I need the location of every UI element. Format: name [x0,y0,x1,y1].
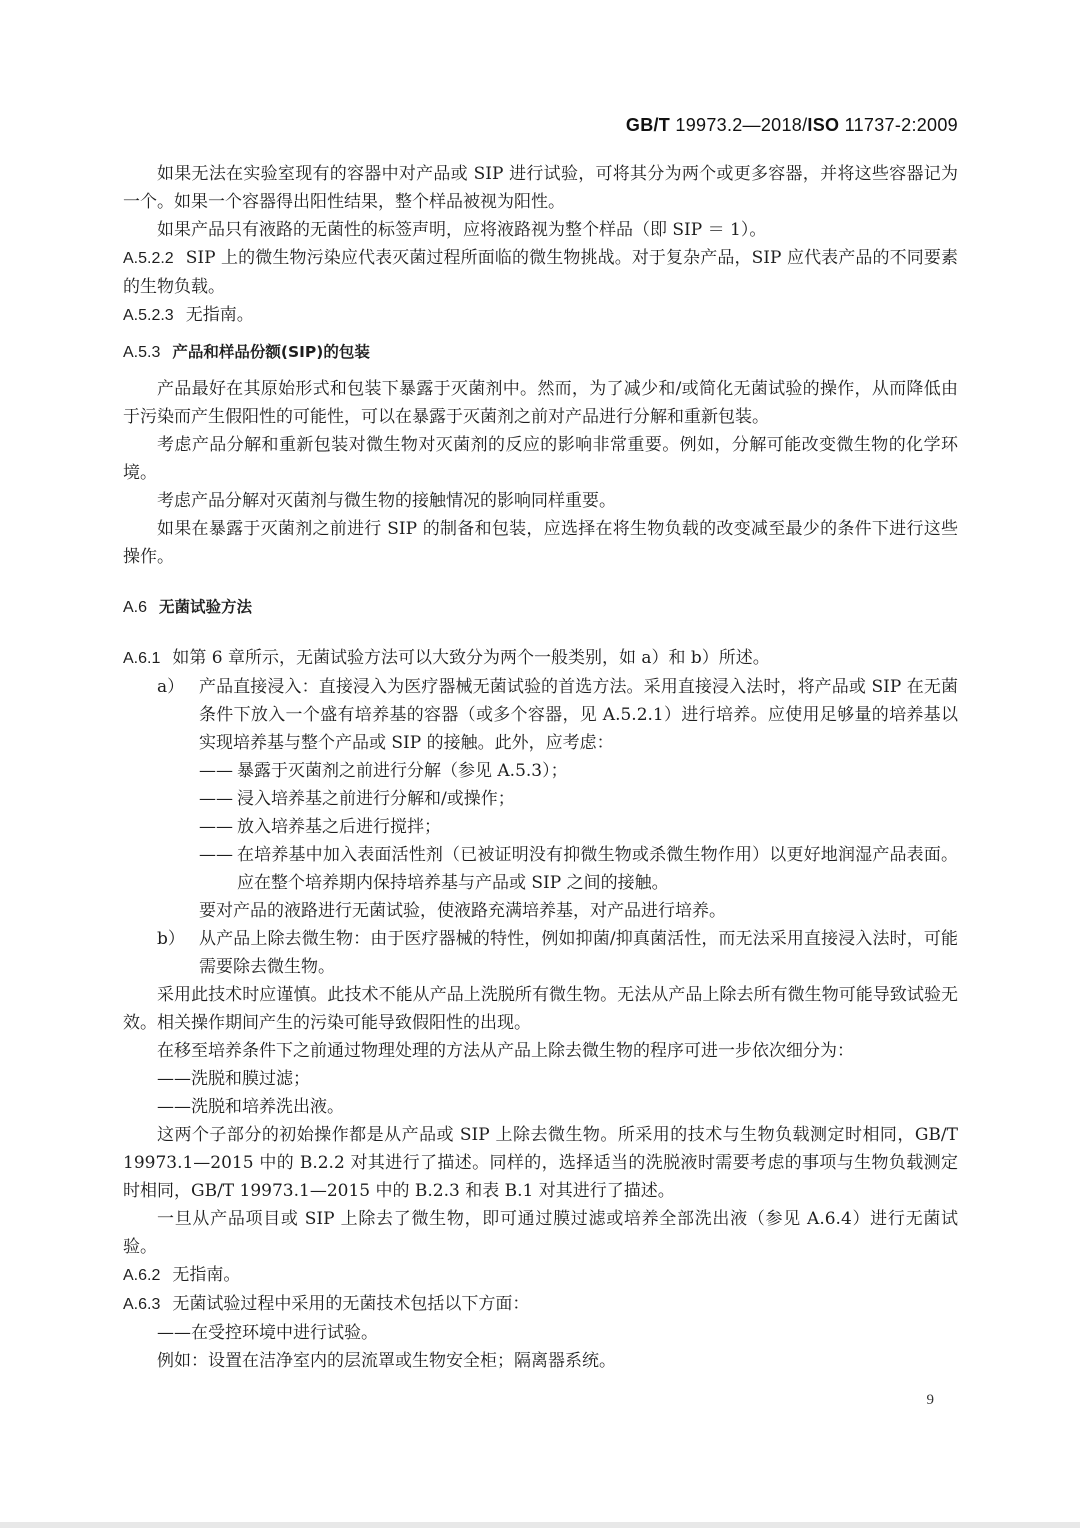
list-marker: a） [157,677,185,697]
iso-number: 11737-2:2009 [844,115,958,135]
dash-marker: —— [199,789,233,809]
section-number: A.6 [123,599,148,616]
dash-text: 浸入培养基之前进行分解和/或操作； [237,789,515,809]
list-marker: b） [157,929,185,949]
dash-item [123,1093,958,1121]
section-title: 无菌试验方法 [159,598,253,616]
clause-text: 无指南。 [172,1265,241,1285]
dash-text: 放入培养基之后进行搅拌； [237,817,441,837]
paragraph: 考虑产品分解对灭菌剂与微生物的接触情况的影响同样重要。 [157,491,616,511]
dash-item [123,1319,958,1347]
dash-item [199,841,958,897]
list-item-a-tail: 要对产品的液路进行无菌试验，使液路充满培养基，对产品进行培养。 [199,901,726,921]
dash-marker: —— [157,1097,191,1117]
list-text: 从产品上除去微生物：由于医疗器械的特性，例如抑菌/抑真菌活性，而无法采用直接浸入法时，可能需要除去微生物。 [199,929,958,977]
dash-marker: —— [157,1069,191,1089]
clause-text: 如第 6 章所示，无菌试验方法可以大致分为两个一般类别，如 a）和 b）所述。 [172,648,770,668]
list-text: 产品直接浸入：直接浸入为医疗器械无菌试验的首选方法。采用直接浸入法时，将产品或 SIP 在无菌条件下放入一个盛有培养基的容器（或多个容器，见 A.5.2.1）进行培养。应使用足够量的培养基以实现培养基与整个产品或 SIP 的接触。此外，应考虑： [199,677,958,753]
dash-text: 在培养基中加入表面活性剂（已被证明没有抑微生物或杀微生物作用）以更好地润湿产品表面。应在整个培养期内保持培养基与产品或 SIP 之间的接触。 [237,845,958,893]
paragraph: 采用此技术时应谨慎。此技术不能从产品上洗脱所有微生物。无法从产品上除去所有微生物可能导致试验无效。相关操作期间产生的污染可能导致假阳性的出现。 [123,985,958,1033]
dash-item [199,757,958,785]
dash-marker: —— [199,845,233,865]
clause-number: A.5.2.2 [123,250,174,267]
standard-number: 19973.2—2018/ [675,115,808,135]
clause-a62 [123,1261,958,1290]
paragraph: 如果在暴露于灭菌剂之前进行 SIP 的制备和包装，应选择在将生物负载的改变减至最少的条件下进行这些操作。 [123,519,958,567]
standard-prefix: GB/T [625,115,676,135]
dash-item [123,1065,958,1093]
clause-number: A.6.2 [123,1267,161,1284]
clause-number: A.6.1 [123,650,161,667]
paragraph: 如果无法在实验室现有的容器中对产品或 SIP 进行试验，可将其分为两个或更多容器，并将这些容器记为一个。如果一个容器得出阳性结果，整个样品被视为阳性。 [123,164,958,212]
bottom-rule [0,1522,1080,1528]
section-heading-a6 [123,593,958,622]
clause-a522 [123,244,958,301]
dash-text: 暴露于灭菌剂之前进行分解（参见 A.5.3）； [237,761,568,781]
dash-text: 洗脱和培养洗出液。 [191,1097,344,1117]
dash-text: 在受控环境中进行试验。 [191,1323,378,1343]
page-number: 9 [926,1392,934,1408]
list-item-a [123,673,958,757]
iso-prefix: ISO [807,115,845,135]
dash-marker: —— [157,1323,191,1343]
paragraph: 在移至培养条件下之前通过物理处理的方法从产品上除去微生物的程序可进一步依次细分为： [157,1041,854,1061]
clause-text: 无菌试验过程中采用的无菌技术包括以下方面： [172,1294,530,1314]
dash-item [199,813,958,841]
list-item-b [123,925,958,981]
dash-marker: —— [199,817,233,837]
dash-text: 洗脱和膜过滤； [191,1069,310,1089]
paragraph: 如果产品只有液路的无菌性的标签声明，应将液路视为整个样品（即 SIP ＝ 1）。 [157,220,767,240]
paragraph: 例如：设置在洁净室内的层流罩或生物安全柜；隔离器系统。 [157,1351,616,1371]
clause-a61 [123,644,958,673]
clause-text: 无指南。 [185,305,254,325]
paragraph: 考虑产品分解和重新包装对微生物对灭菌剂的反应的影响非常重要。例如，分解可能改变微生物的化学环境。 [123,435,958,483]
dash-item [199,785,958,813]
clause-a63 [123,1290,958,1319]
document-body [123,160,958,1375]
clause-number: A.6.3 [123,1296,161,1313]
clause-text: SIP 上的微生物污染应代表灭菌过程所面临的微生物挑战。对于复杂产品，SIP 应代表产品的不同要素的生物负载。 [123,248,958,297]
section-heading-a53 [123,338,958,367]
paragraph: 一旦从产品项目或 SIP 上除去了微生物，即可通过膜过滤或培养全部洗出液（参见 A.6.4）进行无菌试验。 [123,1209,958,1257]
dash-marker: —— [199,761,233,781]
paragraph: 这两个子部分的初始操作都是从产品或 SIP 上除去微生物。所采用的技术与生物负载测定时相同，GB/T 19973.1—2015 中的 B.2.2 对其进行了描述。同样的，选择适当的洗脱液时需要考虑的事项与生物负载测定时相同，GB/T 19973.1—2015 中的 B.2.3 和表 B.1 对其进行了描述。 [123,1125,958,1201]
page-header [626,115,958,136]
clause-a523 [123,301,958,330]
clause-number: A.5.2.3 [123,307,174,324]
section-title: 产品和样品份额(SIP)的包装 [172,343,370,361]
paragraph: 产品最好在其原始形式和包装下暴露于灭菌剂中。然而，为了减少和/或简化无菌试验的操作，从而降低由于污染而产生假阳性的可能性，可以在暴露于灭菌剂之前对产品进行分解和重新包装。 [123,379,958,427]
section-number: A.5.3 [123,344,161,361]
